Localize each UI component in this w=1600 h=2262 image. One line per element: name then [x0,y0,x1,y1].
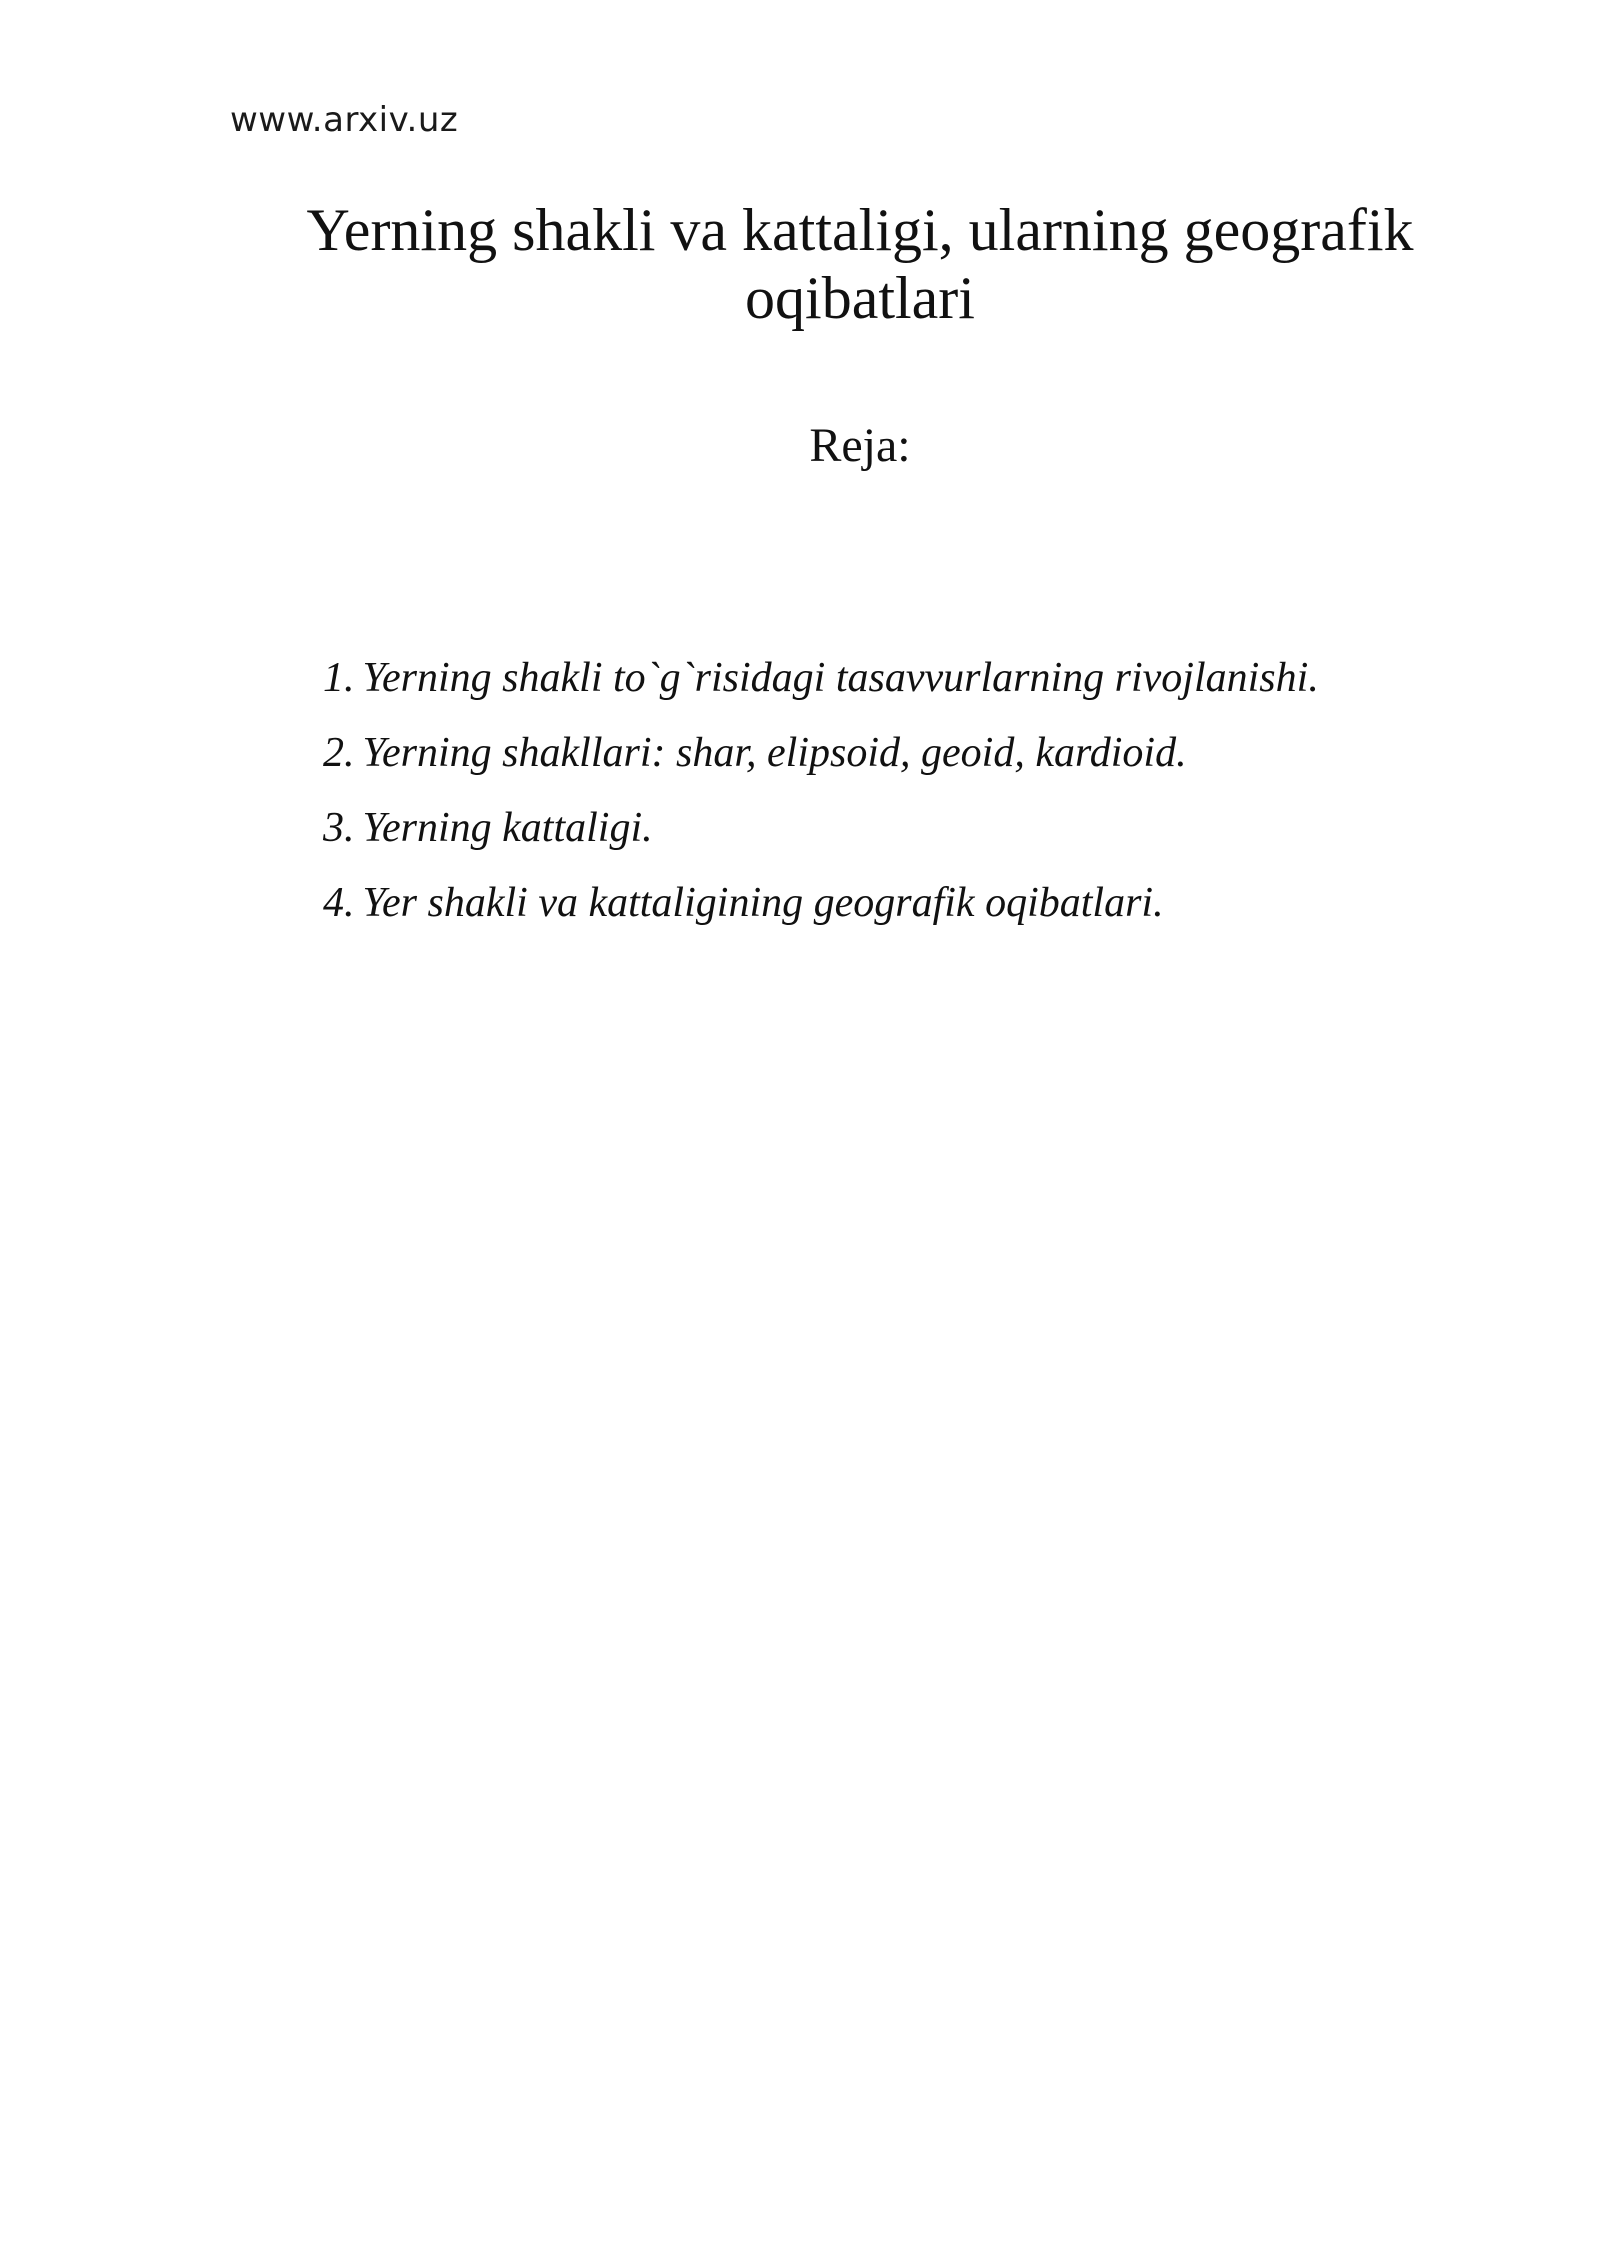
document-title [300,196,1420,332]
plan-list [323,648,1319,948]
plan-item [323,723,1319,798]
document-title-line-2: oqibatlari [745,265,975,331]
document-title-line-1: Yerning shakli va kattaligi, ularning geografik [306,197,1414,263]
plan-item-text: Yerning kattaligi. [362,805,653,851]
plan-item [323,648,1319,723]
plan-item [323,798,1319,873]
plan-item [323,873,1319,948]
plan-item-text: Yer shakli va kattaligining geografik oqibatlari. [362,880,1164,926]
plan-item-number: 3. [323,805,355,851]
plan-item-number: 2. [323,730,355,776]
plan-heading: Reja: [809,419,911,472]
site-url: www.arxiv.uz [230,100,459,140]
plan-item-text: Yerning shakli to`g`risidagi tasavvurlarning rivojlanishi. [362,655,1319,701]
plan-item-text: Yerning shakllari: shar, elipsoid, geoid, kardioid. [362,730,1187,776]
plan-item-number: 4. [323,880,355,926]
plan-item-number: 1. [323,655,355,701]
